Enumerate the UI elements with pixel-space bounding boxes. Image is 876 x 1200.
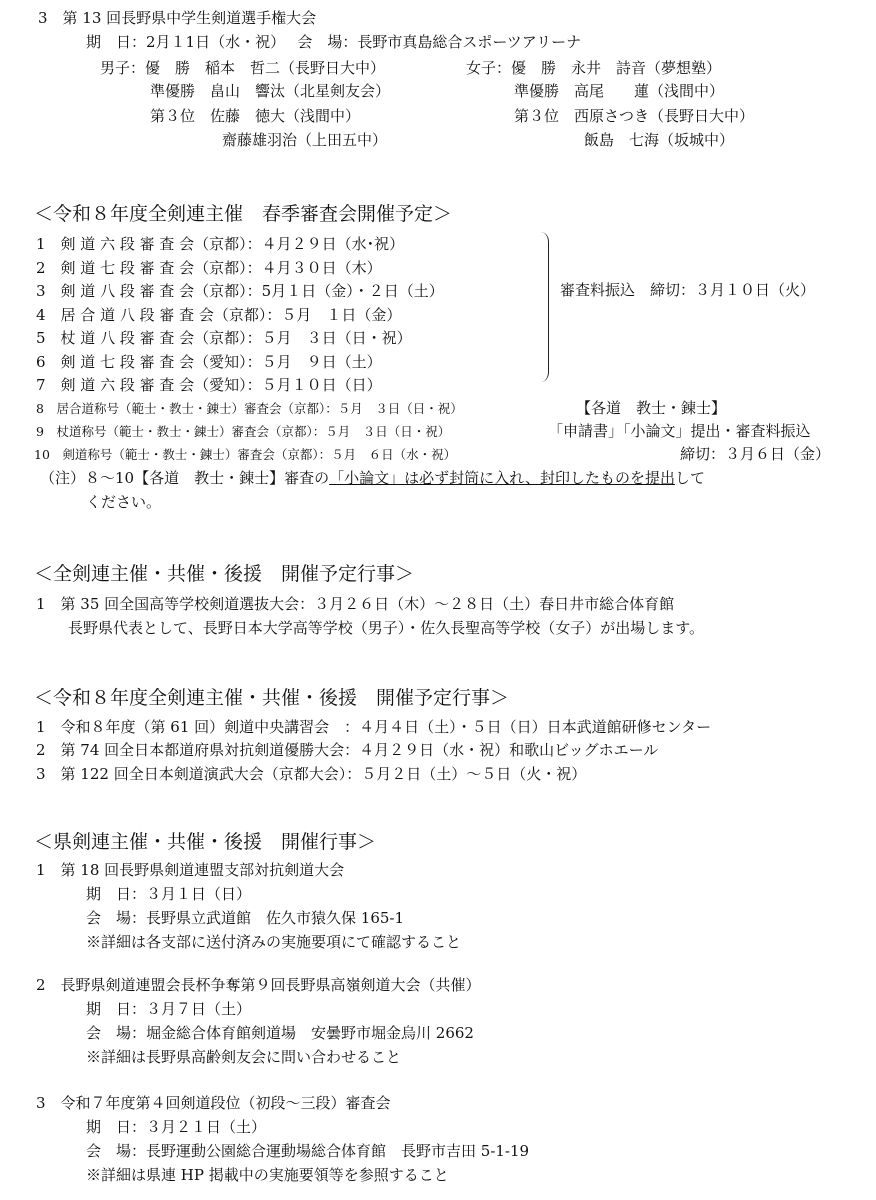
r8-item-2: 2 第 74 回全日本都道府県対抗剣道優勝大会：４月２９日（水・祝）和歌山ビッグホエール bbox=[36, 741, 659, 759]
spring-item-7: 7 剣 道 六 段 審 査 会（愛知）：５月１０日（日） bbox=[36, 376, 382, 394]
spring-item-2: 2 剣 道 七 段 審 査 会（京都）：４月３０日（木） bbox=[36, 259, 382, 277]
pref-event-2-date: 期 日：３月７日（土） bbox=[86, 1000, 252, 1018]
boys-third-2: 齋藤雄羽治（上田五中） bbox=[222, 131, 388, 149]
pref-event-3-venue: 会 場：長野運動公園総合運動場総合体育館 長野市吉田 5-1-19 bbox=[86, 1142, 530, 1160]
spring-heading: ＜令和８年度全剣連主催 春季審査会開催予定＞ bbox=[34, 203, 453, 225]
note-line-1 bbox=[40, 468, 705, 488]
pref-event-2-title: 2 長野県剣道連盟会長杯争奪第９回長野県高嶺剣道大会（共催） bbox=[36, 976, 481, 994]
pref-event-1-title: 1 第 18 回長野県剣道連盟支部対抗剣道大会 bbox=[36, 861, 345, 879]
tournament-info: 期 日：2月１1日（水・祝） 会 場：長野市真島総合スポーツアリーナ bbox=[86, 33, 582, 51]
pref-event-1-date: 期 日：３月１日（日） bbox=[86, 885, 252, 903]
r8-heading: ＜令和８年度全剣連主催・共催・後援 開催予定行事＞ bbox=[34, 687, 510, 709]
girls-third-1: 第３位 西原さつき（長野日大中） bbox=[514, 107, 755, 125]
spring-item-5: 5 杖 道 八 段 審 査 会（京都）：５月 ３日（日・祝） bbox=[36, 329, 412, 347]
zenkenren-item-1-detail: 長野県代表として、長野日本大学高等学校（男子）・佐久長聖高等学校（女子）が出場します。 bbox=[68, 619, 705, 637]
side-note-1: 【各道 教士・錬士】 bbox=[576, 399, 727, 417]
note-line-2: ください。 bbox=[86, 493, 162, 511]
note-suffix: して bbox=[675, 469, 706, 487]
pref-event-3-title: 3 令和７年度第４回剣道段位（初段～三段）審査会 bbox=[36, 1094, 391, 1112]
spring-item-4: 4 居 合 道 八 段 審 査 会（京都）：５月 １日（金） bbox=[36, 306, 402, 324]
girls-runner-up: 準優勝 高尾 蓮（浅間中） bbox=[514, 82, 725, 100]
boys-third-1: 第３位 佐藤 徳大（浅間中） bbox=[150, 107, 361, 125]
spring-item-3: 3 剣 道 八 段 審 査 会（京都）：5月１日（金）・２日（土） bbox=[36, 282, 444, 300]
note-underlined: 「小論文」は必ず封筒に入れ、封印したものを提出 bbox=[329, 469, 675, 487]
prefecture-heading: ＜県剣連主催・共催・後援 開催行事＞ bbox=[34, 831, 377, 853]
title-exam-8 bbox=[36, 398, 463, 419]
title-exam-10 bbox=[34, 444, 456, 465]
pref-event-1-venue: 会 場：長野県立武道館 佐久市猿久保 165-1 bbox=[86, 909, 405, 927]
title-exam-9-text: 9 杖道称号（範士・教士・錬士）審査会（京都）：５月 ３日（日・祝） bbox=[36, 424, 451, 439]
side-note-3: 締切：３月６日（金） bbox=[680, 445, 831, 463]
pref-event-2-note: ※詳細は長野県高齢剣友会に問い合わせること bbox=[86, 1048, 402, 1066]
spring-item-6: 6 剣 道 七 段 審 査 会（愛知）：５月 ９日（土） bbox=[36, 353, 382, 371]
r8-item-1: 1 令和８年度（第 61 回）剣道中央講習会 ：４月４日（土）・５日（日）日本武道館研修センター bbox=[36, 718, 712, 736]
title-exam-9 bbox=[36, 421, 450, 442]
girls-winner: 女子：優 勝 永井 詩音（夢想塾） bbox=[466, 59, 722, 77]
pref-event-3-note: ※詳細は県連 HP 掲載中の実施要領等を参照すること bbox=[86, 1166, 449, 1184]
title-exam-8-text: 8 居合道称号（範士・教士・錬士）審査会（京都）：５月 ３日（日・祝） bbox=[36, 401, 463, 416]
pref-event-1-note: ※詳細は各支部に送付済みの実施要項にて確認すること bbox=[86, 933, 462, 951]
zenkenren-item-1: 1 第 35 回全国高等学校剣道選抜大会：３月２６日（木）～２８日（土）春日井市総合体育館 bbox=[36, 595, 675, 613]
boys-winner: 男子：優 勝 稲本 哲二（長野日大中） bbox=[100, 59, 386, 77]
r8-item-3: 3 第 122 回全日本剣道演武大会（京都大会）：５月２日（土）～５日（火・祝） bbox=[36, 765, 587, 783]
tournament-title: 3 第 13 回長野県中学生剣道選手権大会 bbox=[38, 9, 317, 27]
pref-event-2-venue: 会 場：堀金総合体育館剣道場 安曇野市堀金烏川 2662 bbox=[86, 1024, 474, 1042]
pref-event-3-date: 期 日：３月２１日（土） bbox=[86, 1118, 267, 1136]
title-exam-10-text: 10 剣道称号（範士・教士・錬士）審査会（京都）：５月 ６日（水・祝） bbox=[34, 447, 457, 462]
side-note-2: 「申請書」「小論文」提出・審査料振込 bbox=[548, 422, 811, 440]
spring-item-1: 1 剣 道 六 段 審 査 会（京都）：４月２９日（水･祝） bbox=[36, 235, 405, 253]
boys-runner-up: 準優勝 畠山 響汰（北星剣友会） bbox=[150, 82, 391, 100]
zenkenren-heading: ＜全剣連主催・共催・後援 開催予定行事＞ bbox=[34, 563, 415, 585]
note-prefix: （注）８～10【各道 教士・錬士】審査の bbox=[40, 469, 330, 487]
brace-bracket bbox=[540, 232, 549, 382]
girls-third-2: 飯島 七海（坂城中） bbox=[584, 131, 735, 149]
spring-deadline: 審査料振込 締切：３月１０日（火） bbox=[560, 281, 816, 299]
